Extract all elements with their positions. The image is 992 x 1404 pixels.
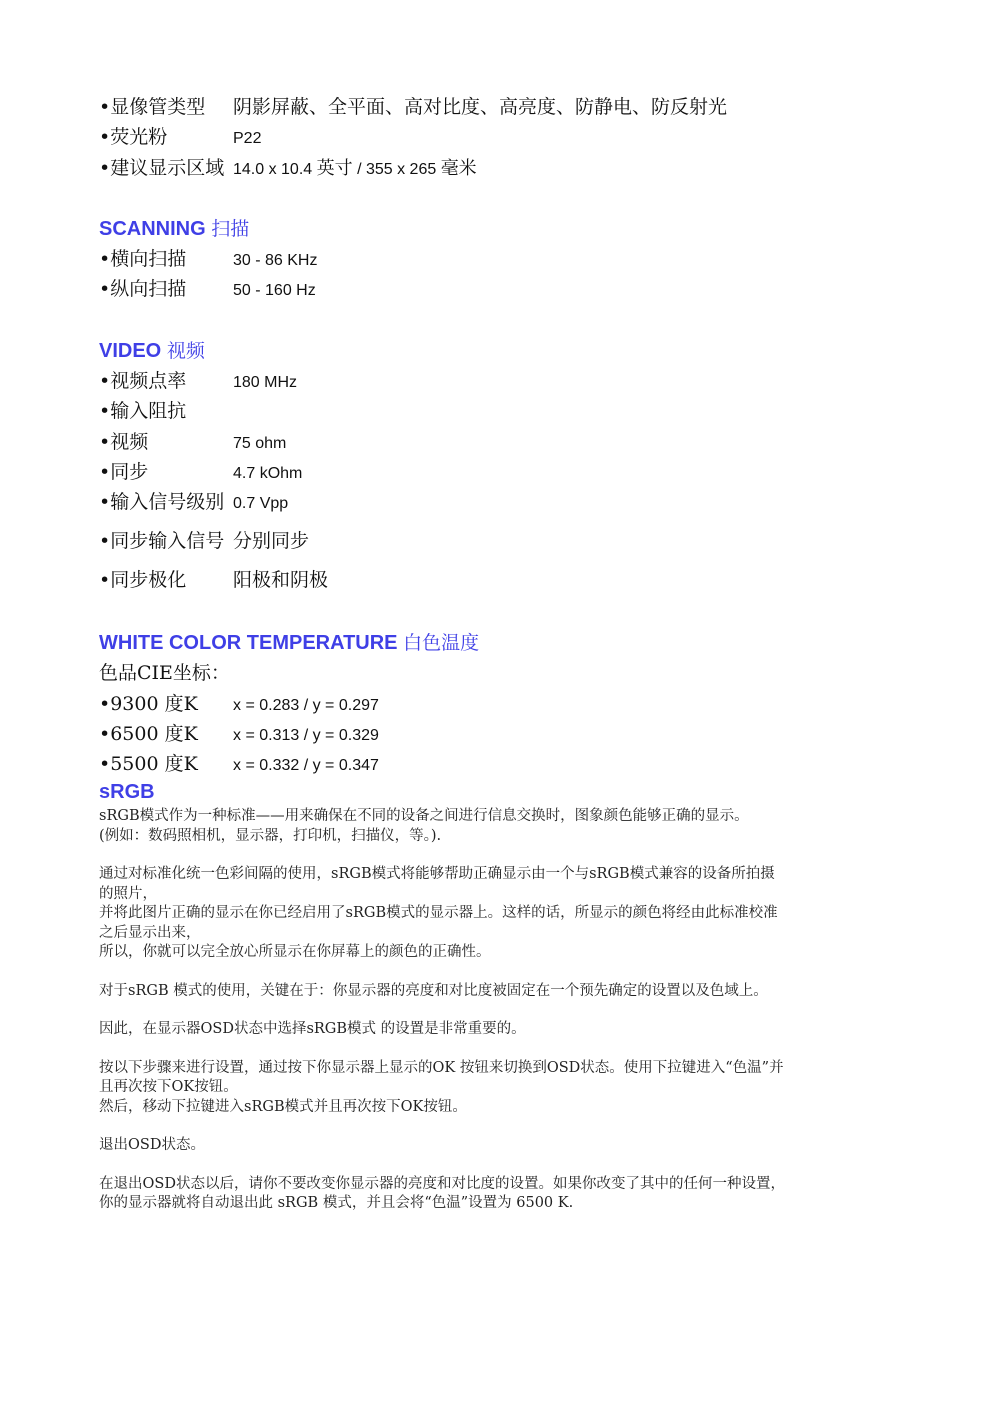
srgb-paragraph	[99, 807, 789, 846]
spec-label: •建议显示区域	[99, 157, 225, 179]
spec-label: •同步输入信号	[99, 530, 225, 552]
spec-value: 阳极和阴极	[233, 569, 329, 591]
spec-label: •输入阻抗	[99, 400, 187, 422]
spec-value: 180 MHz	[233, 374, 298, 391]
spec-value: 0.7 Vpp	[233, 495, 289, 512]
srgb-text: (例如：数码照相机，显示器，打印机，扫描仪，等。).	[99, 827, 442, 844]
spec-row-tube-type	[99, 92, 789, 122]
spec-row	[99, 749, 789, 779]
spec-value: 30 - 86 KHz	[233, 252, 318, 269]
spec-value: x = 0.332 / y = 0.347	[233, 757, 379, 774]
spec-row	[99, 457, 789, 487]
spec-label: •荧光粉	[99, 126, 168, 148]
srgb-text: 按以下步骤来进行设置，通过按下你显示器上显示的OK 按钮来切换到OSD状态。使用下拉键进入“色温”并且再次按下OK按钮。	[99, 1059, 784, 1095]
spec-value: 阴影屏蔽、全平面、高对比度、高亮度、防静电、防反射光	[233, 96, 728, 118]
spec-label: •输入信号级别	[99, 491, 225, 513]
srgb-text: 所以，你就可以完全放心所显示在你屏幕上的颜色的正确性。	[99, 944, 491, 960]
spec-label: •5500 度K	[99, 753, 198, 775]
spec-row	[99, 689, 789, 719]
section-heading-srgb: sRGB	[99, 781, 155, 803]
section-heading-white-color-temperature	[99, 628, 789, 658]
srgb-paragraph	[99, 1175, 789, 1214]
srgb-text: sRGB模式作为一种标准——用来确保在不同的设备之间进行信息交换时，图象颜色能够正确的显示。	[99, 808, 749, 824]
spec-row-display-area	[99, 153, 789, 183]
spec-label: •同步	[99, 461, 149, 483]
spec-value: 4.7 kOhm	[233, 465, 303, 482]
spec-value-part: 毫米	[440, 158, 477, 179]
spec-value: 分别同步	[233, 530, 310, 552]
spec-value: x = 0.313 / y = 0.329	[233, 727, 379, 744]
srgb-paragraph	[99, 865, 789, 963]
spec-label: •9300 度K	[99, 693, 198, 715]
spec-row-phosphor	[99, 122, 789, 153]
spec-value: x = 0.283 / y = 0.297	[233, 697, 379, 714]
spec-row	[99, 396, 789, 427]
spec-value: 75 ohm	[233, 435, 287, 452]
spec-row	[99, 244, 789, 274]
spec-row	[99, 565, 789, 595]
spec-value: 50 - 160 Hz	[233, 282, 316, 299]
heading-en: SCANNING	[99, 218, 206, 240]
srgb-text: 通过对标准化统一色彩间隔的使用，sRGB模式将能够帮助正确显示由一个与sRGB模式兼容的设备所拍摄的照片，	[99, 866, 775, 902]
srgb-text: 在退出OSD状态以后，请你不要改变你显示器的亮度和对比度的设置。如果你改变了其中的任何一种设置，	[99, 1175, 785, 1192]
spec-label: •视频	[99, 431, 149, 453]
spec-row	[99, 274, 789, 304]
spec-value: P22	[233, 130, 262, 147]
heading-en: WHITE COLOR TEMPERATURE	[99, 632, 398, 654]
srgb-paragraph: 因此，在显示器OSD状态中选择sRGB模式 的设置是非常重要的。	[99, 1021, 526, 1037]
spec-label: •显像管类型	[99, 96, 206, 118]
spec-value	[233, 154, 477, 180]
spec-value-part: 英寸	[316, 158, 353, 179]
spec-label: •6500 度K	[99, 723, 198, 745]
spec-sheet	[99, 92, 789, 1214]
srgb-paragraph: 退出OSD状态。	[99, 1137, 205, 1153]
heading-cn: 视频	[166, 340, 205, 362]
heading-cn: 白色温度	[403, 632, 480, 654]
spec-row	[99, 526, 789, 565]
heading-cn: 扫描	[211, 218, 250, 240]
section-heading-scanning	[99, 214, 789, 244]
spec-value-part: / 355 x 265	[352, 161, 441, 178]
spec-row	[99, 427, 789, 457]
section-heading-video	[99, 336, 789, 366]
spec-label: •横向扫描	[99, 248, 187, 270]
spec-row	[99, 366, 789, 396]
srgb-text: 并将此图片正确的显示在你已经启用了sRGB模式的显示器上。这样的话，所显示的颜色将经由此标准校准之后显示出来，	[99, 905, 778, 941]
spec-row	[99, 719, 789, 749]
srgb-text: 你的显示器就将自动退出此 sRGB 模式，并且会将“色温”设置为 6500 K.	[99, 1195, 574, 1211]
srgb-paragraph: 对于sRGB 模式的使用，关键在于：你显示器的亮度和对比度被固定在一个预先确定的设置以及色域上。	[99, 982, 768, 999]
spec-row	[99, 487, 789, 526]
spec-value-part: 14.0 x 10.4	[233, 161, 317, 178]
spec-label: •纵向扫描	[99, 278, 187, 300]
srgb-text: 然后，移动下拉键进入sRGB模式并且再次按下OK按钮。	[99, 1098, 467, 1115]
heading-en: VIDEO	[99, 340, 162, 362]
spec-label: •同步极化	[99, 569, 187, 591]
srgb-paragraph	[99, 1059, 789, 1118]
spec-label: •视频点率	[99, 370, 187, 392]
cie-subtitle: 色品CIE坐标：	[99, 662, 230, 684]
